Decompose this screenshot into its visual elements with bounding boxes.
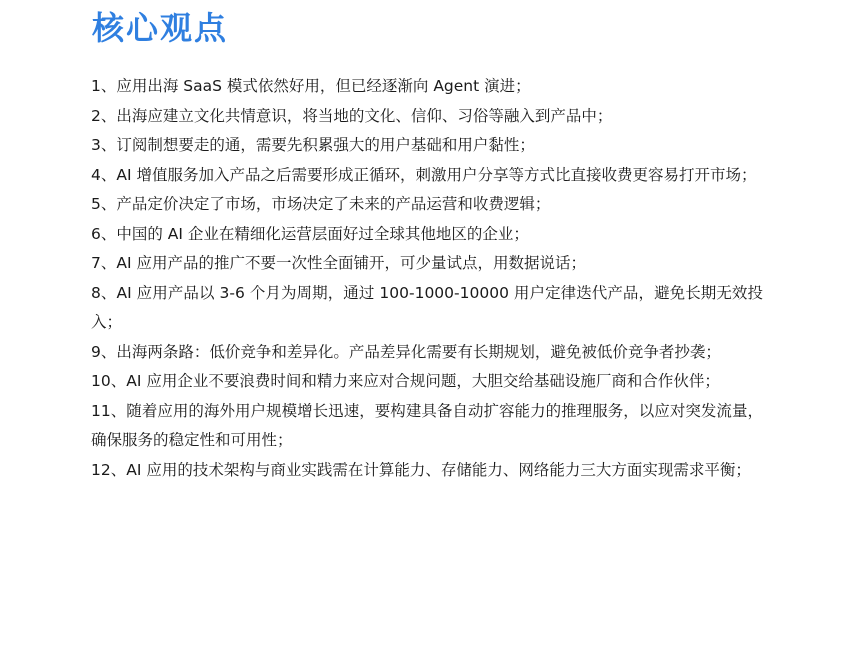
page-title: 核心观点 [92, 9, 229, 47]
point-item-11: 11、随着应用的海外用户规模增长迅速，要构建具备自动扩容能力的推理服务，以应对突发流量，确保服务的稳定性和可用性； [91, 401, 763, 449]
point-item-1: 1、应用出海 SaaS 模式依然好用，但已经逐渐向 Agent 演进； [91, 77, 531, 95]
point-item-2: 2、出海应建立文化共情意识，将当地的文化、信仰、习俗等融入到产品中； [91, 106, 613, 125]
point-item-3: 3、订阅制想要走的通，需要先积累强大的用户基础和用户黏性； [91, 136, 535, 154]
point-item-6: 6、中国的 AI 企业在精细化运营层面好过全球其他地区的企业； [91, 224, 529, 243]
point-item-4: 4、AI 增值服务加入产品之后需要形成正循环，刺激用户分享等方式比直接收费更容易打开市场； [91, 165, 757, 184]
point-item-12: 12、AI 应用的技术架构与商业实践需在计算能力、存储能力、网络能力三大方面实现需求平衡； [91, 460, 751, 479]
point-item-10: 10、AI 应用企业不要浪费时间和精力来应对合规问题，大胆交给基础设施厂商和合作伙伴； [91, 372, 720, 390]
point-item-8: 8、AI 应用产品以 3-6 个月为周期，通过 100-1000-10000 用户定律迭代产品，避免长期无效投入； [91, 283, 763, 331]
key-points-list [91, 72, 763, 485]
point-item-5: 5、产品定价决定了市场，市场决定了未来的产品运营和收费逻辑； [91, 195, 551, 213]
point-item-7: 7、AI 应用产品的推广不要一次性全面铺开，可少量试点，用数据说话； [91, 254, 586, 272]
point-item-9: 9、出海两条路：低价竞争和差异化。产品差异化需要有长期规划，避免被低价竞争者抄袭； [91, 342, 721, 361]
